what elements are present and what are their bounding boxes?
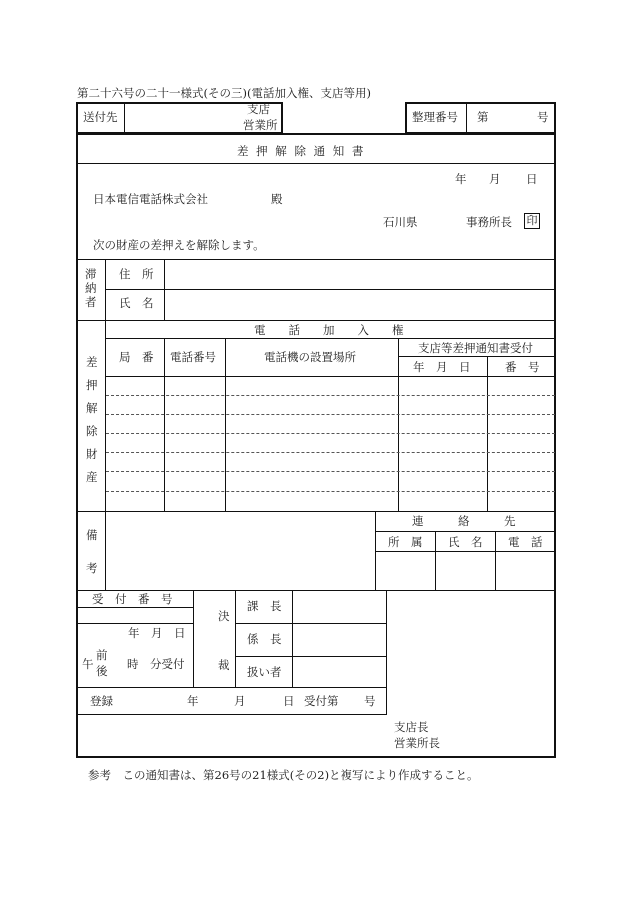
registration-label: 登録 xyxy=(90,694,113,708)
remarks-label-bottom: 考 xyxy=(86,561,98,575)
approval-line-1 xyxy=(236,623,386,624)
property-label-1: 差 xyxy=(86,355,98,369)
registration-year: 年 xyxy=(187,694,199,708)
col-receipt: 支店等差押通知書受付 xyxy=(418,341,533,355)
address-row-divider xyxy=(106,289,555,290)
delinquent-label-3: 者 xyxy=(85,295,97,309)
release-statement: 次の財産の差押えを解除します。 xyxy=(93,238,265,252)
receipt-block-right-edge xyxy=(386,591,387,715)
receipt-ymd: 年 月 日 xyxy=(128,626,186,640)
issuer-title: 事務所長 xyxy=(466,215,512,229)
title-divider xyxy=(77,163,555,164)
approval-bottom-line xyxy=(77,687,386,688)
contact-dept: 所 属 xyxy=(388,535,423,549)
col-phone: 電話番号 xyxy=(170,350,216,364)
section-chief-label: 課 長 xyxy=(247,599,282,613)
registration-day: 日 xyxy=(283,694,295,708)
name-label: 氏 名 xyxy=(119,296,154,310)
property-row-line-5 xyxy=(106,471,555,472)
col-divider-1 xyxy=(164,339,165,511)
col-number: 番 号 xyxy=(505,360,540,374)
ref-no-go: 号 xyxy=(537,110,549,124)
decision-top: 決 xyxy=(218,609,230,623)
date-month: 月 xyxy=(489,172,501,186)
phone-rights-divider xyxy=(106,338,555,339)
receipt-no-line-2 xyxy=(77,623,193,624)
property-label-divider xyxy=(105,321,106,511)
property-label-6: 産 xyxy=(86,470,98,484)
property-row-line-4 xyxy=(106,452,555,453)
property-row-line-1 xyxy=(106,395,555,396)
registration-receipt: 受付第 xyxy=(304,694,339,708)
receipt-go: 午 xyxy=(82,657,94,671)
delinquent-label-2: 納 xyxy=(85,281,97,295)
seal-mark: 印 xyxy=(524,213,540,229)
receipt-subdivider xyxy=(399,356,555,357)
address-label: 住 所 xyxy=(119,267,154,281)
approval-line-2 xyxy=(236,656,386,657)
footer-branch-chief: 支店長 xyxy=(394,720,429,734)
property-label-4: 除 xyxy=(86,424,98,438)
sales-office-label: 営業所 xyxy=(243,118,278,132)
footer-office-chief: 営業所長 xyxy=(394,736,440,750)
registration-go: 号 xyxy=(364,694,376,708)
remarks-label-divider xyxy=(105,512,106,590)
ref-no-divider xyxy=(466,103,467,133)
form-title: 第二十六号の二十一様式(その三)(電話加入権、支店等用) xyxy=(77,86,371,100)
addressee: 日本電信電話株式会社 xyxy=(93,192,208,206)
col-station: 局 番 xyxy=(119,350,154,364)
branch-label: 支店 xyxy=(247,102,270,116)
receipt-no-line-1 xyxy=(77,607,193,608)
col-divider-3 xyxy=(398,339,399,511)
subsection-chief-label: 係 長 xyxy=(247,632,282,646)
statement-divider xyxy=(77,259,555,260)
property-label-3: 解 xyxy=(86,401,98,415)
send-to-label: 送付先 xyxy=(83,110,118,124)
date-day: 日 xyxy=(526,172,538,186)
col-divider-2 xyxy=(225,339,226,511)
property-label-2: 押 xyxy=(86,378,98,392)
property-row-line-3 xyxy=(106,433,555,434)
send-to-divider xyxy=(124,103,125,133)
remarks-bottom-line xyxy=(77,590,555,591)
delinquent-label-divider xyxy=(105,260,106,321)
property-row-line-2 xyxy=(106,414,555,415)
receipt-gozen: 前 xyxy=(96,648,108,662)
remarks-label-top: 備 xyxy=(86,528,98,542)
decision-divider xyxy=(235,591,236,687)
contact-name: 氏 名 xyxy=(448,535,483,549)
property-header-bottom xyxy=(106,376,555,377)
receipt-no-label: 受 付 番 号 xyxy=(92,592,173,606)
phone-rights-title: 電 話 加 入 権 xyxy=(254,323,404,337)
ref-no-dai: 第 xyxy=(477,110,489,124)
contact-col-divider-2 xyxy=(495,532,496,590)
registration-month: 月 xyxy=(234,694,246,708)
contact-title: 連 絡 先 xyxy=(412,514,516,528)
registration-bottom-line xyxy=(77,714,386,715)
tono-label: 殿 xyxy=(271,192,283,206)
delinquent-field-divider xyxy=(164,260,165,321)
contact-title-divider xyxy=(376,531,555,532)
approval-col-divider xyxy=(292,591,293,687)
contact-phone: 電 話 xyxy=(508,535,543,549)
receipt-no-divider xyxy=(193,591,194,687)
col-ymd: 年 月 日 xyxy=(413,360,471,374)
date-year: 年 xyxy=(455,172,467,186)
contact-col-divider-1 xyxy=(435,532,436,590)
reference-note: 参考 この通知書は、第26号の21様式(その2)と複写により作成すること。 xyxy=(88,768,479,782)
handler-label: 扱い者 xyxy=(247,665,282,679)
property-bottom-line xyxy=(77,511,555,512)
decision-bottom: 裁 xyxy=(218,658,230,672)
property-row-line-6 xyxy=(106,491,555,492)
notice-title: 差 押 解 除 通 知 書 xyxy=(237,144,366,158)
receipt-time: 時 分受付 xyxy=(127,657,185,671)
delinquent-label-1: 滞 xyxy=(85,267,97,281)
receipt-gogo: 後 xyxy=(96,664,108,678)
contact-header-bottom xyxy=(376,551,555,552)
issuer-pref: 石川県 xyxy=(383,215,418,229)
col-location: 電話機の設置場所 xyxy=(264,350,356,364)
ref-no-label: 整理番号 xyxy=(412,110,458,124)
property-label-5: 財 xyxy=(86,447,98,461)
col-divider-4 xyxy=(487,357,488,511)
delinquent-bottom-line xyxy=(77,320,555,321)
